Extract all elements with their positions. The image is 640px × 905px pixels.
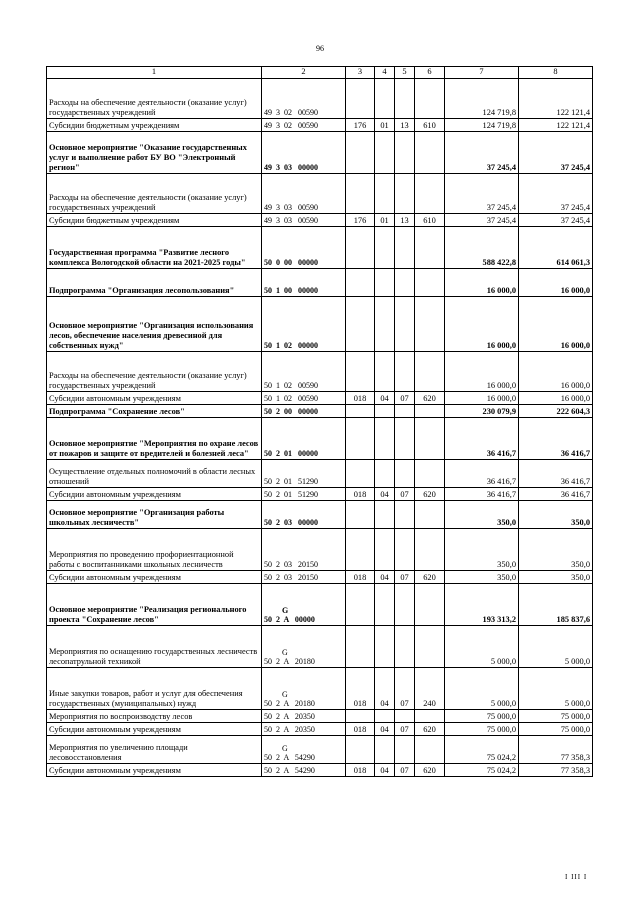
table-row — [47, 352, 593, 392]
row-amount-col8-cell: 77 358,3 — [519, 764, 593, 777]
row-amount-col7-cell: 16 000,0 — [445, 352, 519, 392]
table-row — [47, 79, 593, 119]
row-code-cell: 49 3 02 00590 — [262, 79, 346, 119]
row-amount-col8-cell: 614 061,3 — [519, 227, 593, 269]
row-amount-col8-cell: 122 121,4 — [519, 119, 593, 132]
row-col4-cell — [375, 227, 395, 269]
row-col4-cell — [375, 405, 395, 418]
row-col5-cell — [395, 132, 415, 174]
table-header-row — [47, 67, 593, 79]
row-col5-cell: 07 — [395, 571, 415, 584]
row-col3-cell: 176 — [346, 119, 375, 132]
row-col5-cell — [395, 584, 415, 626]
table-row — [47, 571, 593, 584]
row-col3-cell — [346, 460, 375, 488]
row-amount-col8-cell: 36 416,7 — [519, 460, 593, 488]
row-name-cell: Мероприятия по проведению профориентационной работы с воспитанниками школьных лесничеств — [47, 529, 262, 571]
table-row — [47, 227, 593, 269]
row-amount-col8-cell: 16 000,0 — [519, 297, 593, 352]
row-col3-cell — [346, 405, 375, 418]
row-name-cell: Расходы на обеспечение деятельности (оказание услуг) государственных учреждений — [47, 174, 262, 214]
row-name-cell: Субсидии бюджетным учреждениям — [47, 214, 262, 227]
row-amount-col7-cell: 75 000,0 — [445, 723, 519, 736]
row-amount-col8-cell: 122 121,4 — [519, 79, 593, 119]
row-col3-cell — [346, 501, 375, 529]
table-row — [47, 214, 593, 227]
row-col6-cell: 240 — [415, 668, 445, 710]
row-col5-cell — [395, 352, 415, 392]
row-amount-col7-cell: 230 079,9 — [445, 405, 519, 418]
row-name-cell: Основное мероприятие "Мероприятия по охране лесов от пожаров и защите от вредителей и болезней леса" — [47, 418, 262, 460]
row-name-cell: Субсидии автономным учреждениям — [47, 488, 262, 501]
table-row — [47, 418, 593, 460]
row-col6-cell — [415, 736, 445, 764]
row-amount-col8-cell: 36 416,7 — [519, 418, 593, 460]
row-amount-col8-cell: 16 000,0 — [519, 392, 593, 405]
row-col4-cell — [375, 626, 395, 668]
row-amount-col7-cell: 36 416,7 — [445, 460, 519, 488]
row-code-cell: G 50 2 A 00000 — [262, 584, 346, 626]
row-col3-cell: 018 — [346, 668, 375, 710]
row-col6-cell — [415, 174, 445, 214]
header-cell: 7 — [445, 67, 519, 79]
row-col6-cell — [415, 626, 445, 668]
table-row — [47, 488, 593, 501]
row-code-cell: G 50 2 A 20180 — [262, 626, 346, 668]
row-amount-col7-cell: 37 245,4 — [445, 174, 519, 214]
budget-table — [46, 66, 593, 777]
row-col5-cell — [395, 269, 415, 297]
row-col3-cell: 018 — [346, 488, 375, 501]
row-code-cell: 50 2 03 00000 — [262, 501, 346, 529]
row-amount-col8-cell: 16 000,0 — [519, 352, 593, 392]
row-col5-cell — [395, 418, 415, 460]
row-col3-cell — [346, 710, 375, 723]
row-col3-cell: 018 — [346, 764, 375, 777]
row-col6-cell: 620 — [415, 392, 445, 405]
row-name-cell: Осуществление отдельных полномочий в области лесных отношений — [47, 460, 262, 488]
row-col4-cell: 04 — [375, 723, 395, 736]
row-amount-col7-cell: 5 000,0 — [445, 626, 519, 668]
table-row — [47, 710, 593, 723]
row-code-cell: 49 3 03 00590 — [262, 174, 346, 214]
row-col6-cell — [415, 405, 445, 418]
row-col6-cell: 610 — [415, 214, 445, 227]
row-amount-col7-cell: 16 000,0 — [445, 297, 519, 352]
row-col3-cell — [346, 736, 375, 764]
row-col6-cell: 620 — [415, 764, 445, 777]
row-code-cell: 49 3 03 00000 — [262, 132, 346, 174]
row-name-cell: Основное мероприятие "Оказание государственных услуг и выполнение работ БУ ВО "Электронный регион" — [47, 132, 262, 174]
row-amount-col8-cell: 185 837,6 — [519, 584, 593, 626]
header-cell: 6 — [415, 67, 445, 79]
row-code-cell: 50 2 03 20150 — [262, 571, 346, 584]
row-col6-cell — [415, 352, 445, 392]
row-col5-cell: 13 — [395, 119, 415, 132]
row-amount-col7-cell: 37 245,4 — [445, 214, 519, 227]
row-col4-cell — [375, 501, 395, 529]
row-name-cell: Субсидии автономным учреждениям — [47, 571, 262, 584]
footer-barcode-mark: I III I — [565, 873, 588, 881]
row-col5-cell — [395, 174, 415, 214]
row-code-cell: 50 1 02 00590 — [262, 352, 346, 392]
row-col4-cell — [375, 352, 395, 392]
row-col3-cell — [346, 269, 375, 297]
row-col4-cell — [375, 529, 395, 571]
row-col4-cell: 04 — [375, 764, 395, 777]
header-cell: 1 — [47, 67, 262, 79]
table-row — [47, 174, 593, 214]
row-col4-cell — [375, 269, 395, 297]
header-cell: 3 — [346, 67, 375, 79]
row-col3-cell — [346, 132, 375, 174]
row-name-cell: Субсидии автономным учреждениям — [47, 723, 262, 736]
header-cell: 8 — [519, 67, 593, 79]
row-amount-col7-cell: 75 000,0 — [445, 710, 519, 723]
row-code-cell: 50 2 03 20150 — [262, 529, 346, 571]
table-row — [47, 584, 593, 626]
row-col5-cell: 07 — [395, 764, 415, 777]
row-amount-col8-cell: 37 245,4 — [519, 174, 593, 214]
row-col3-cell — [346, 227, 375, 269]
row-name-cell: Основное мероприятие "Организация работы школьных лесничеств" — [47, 501, 262, 529]
row-col5-cell — [395, 736, 415, 764]
row-col6-cell: 620 — [415, 488, 445, 501]
row-col6-cell: 620 — [415, 571, 445, 584]
row-col4-cell — [375, 297, 395, 352]
table-row — [47, 501, 593, 529]
row-code-cell: G 50 2 A 20180 — [262, 668, 346, 710]
row-name-cell: Субсидии бюджетным учреждениям — [47, 119, 262, 132]
row-amount-col8-cell: 350,0 — [519, 571, 593, 584]
row-amount-col8-cell: 75 000,0 — [519, 723, 593, 736]
row-col4-cell: 04 — [375, 571, 395, 584]
row-col3-cell: 018 — [346, 392, 375, 405]
row-col4-cell: 04 — [375, 488, 395, 501]
row-col5-cell — [395, 501, 415, 529]
table-row — [47, 764, 593, 777]
row-col5-cell: 07 — [395, 668, 415, 710]
row-col5-cell: 07 — [395, 488, 415, 501]
row-amount-col7-cell: 75 024,2 — [445, 736, 519, 764]
row-name-cell: Мероприятия по воспроизводству лесов — [47, 710, 262, 723]
row-col4-cell — [375, 584, 395, 626]
row-code-cell: 50 0 00 00000 — [262, 227, 346, 269]
row-col6-cell — [415, 269, 445, 297]
row-amount-col8-cell: 350,0 — [519, 501, 593, 529]
row-col3-cell — [346, 79, 375, 119]
row-amount-col8-cell: 37 245,4 — [519, 214, 593, 227]
table-row — [47, 392, 593, 405]
row-amount-col7-cell: 75 024,2 — [445, 764, 519, 777]
row-col4-cell — [375, 736, 395, 764]
row-code-cell: 50 2 A 20350 — [262, 710, 346, 723]
row-code-cell: 50 2 01 51290 — [262, 488, 346, 501]
row-col5-cell — [395, 297, 415, 352]
row-amount-col7-cell: 124 719,8 — [445, 119, 519, 132]
row-col4-cell — [375, 132, 395, 174]
row-code-cell: 50 1 02 00000 — [262, 297, 346, 352]
row-amount-col7-cell: 16 000,0 — [445, 392, 519, 405]
row-col6-cell — [415, 132, 445, 174]
row-amount-col7-cell: 588 422,8 — [445, 227, 519, 269]
row-code-cell: 49 3 02 00590 — [262, 119, 346, 132]
row-col5-cell: 07 — [395, 392, 415, 405]
row-col5-cell — [395, 79, 415, 119]
row-amount-col7-cell: 193 313,2 — [445, 584, 519, 626]
row-col5-cell — [395, 529, 415, 571]
row-code-cell: 50 2 A 54290 — [262, 764, 346, 777]
row-amount-col7-cell: 350,0 — [445, 571, 519, 584]
row-col5-cell — [395, 710, 415, 723]
row-amount-col8-cell: 77 358,3 — [519, 736, 593, 764]
row-amount-col7-cell: 36 416,7 — [445, 418, 519, 460]
header-cell: 2 — [262, 67, 346, 79]
row-col6-cell: 610 — [415, 119, 445, 132]
row-col3-cell — [346, 297, 375, 352]
row-col6-cell — [415, 501, 445, 529]
row-col6-cell — [415, 79, 445, 119]
table-row — [47, 626, 593, 668]
row-name-cell: Мероприятия по оснащению государственных лесничеств лесопатрульной техникой — [47, 626, 262, 668]
row-col5-cell — [395, 460, 415, 488]
row-col4-cell — [375, 460, 395, 488]
row-name-cell: Основное мероприятие "Организация использования лесов, обеспечение населения древесиной для собственных нужд" — [47, 297, 262, 352]
row-col6-cell — [415, 297, 445, 352]
row-amount-col7-cell: 350,0 — [445, 529, 519, 571]
row-col4-cell — [375, 418, 395, 460]
row-col3-cell — [346, 584, 375, 626]
row-col3-cell — [346, 626, 375, 668]
row-col4-cell — [375, 79, 395, 119]
row-col5-cell: 07 — [395, 723, 415, 736]
row-col6-cell — [415, 529, 445, 571]
row-amount-col7-cell: 350,0 — [445, 501, 519, 529]
table-row — [47, 269, 593, 297]
row-col5-cell: 13 — [395, 214, 415, 227]
row-col3-cell — [346, 352, 375, 392]
table-row — [47, 723, 593, 736]
row-col3-cell: 176 — [346, 214, 375, 227]
row-code-cell: 50 1 02 00590 — [262, 392, 346, 405]
row-col6-cell — [415, 584, 445, 626]
row-col4-cell — [375, 710, 395, 723]
table-row — [47, 460, 593, 488]
row-name-cell: Иные закупки товаров, работ и услуг для обеспечения государственных (муниципальных) нужд — [47, 668, 262, 710]
table-row — [47, 132, 593, 174]
row-name-cell: Расходы на обеспечение деятельности (оказание услуг) государственных учреждений — [47, 352, 262, 392]
table-row — [47, 297, 593, 352]
row-amount-col8-cell: 5 000,0 — [519, 668, 593, 710]
row-col3-cell — [346, 418, 375, 460]
row-amount-col7-cell: 37 245,4 — [445, 132, 519, 174]
row-amount-col7-cell: 124 719,8 — [445, 79, 519, 119]
table-row — [47, 119, 593, 132]
row-amount-col8-cell: 350,0 — [519, 529, 593, 571]
row-name-cell: Основное мероприятие "Реализация регионального проекта "Сохранение лесов" — [47, 584, 262, 626]
header-cell: 4 — [375, 67, 395, 79]
row-code-cell: 50 2 00 00000 — [262, 405, 346, 418]
row-amount-col8-cell: 222 604,3 — [519, 405, 593, 418]
row-name-cell: Государственная программа "Развитие лесного комплекса Вологодской области на 2021-2025 годы" — [47, 227, 262, 269]
row-name-cell: Расходы на обеспечение деятельности (оказание услуг) государственных учреждений — [47, 79, 262, 119]
row-col4-cell: 04 — [375, 392, 395, 405]
row-col6-cell — [415, 710, 445, 723]
row-name-cell: Субсидии автономным учреждениям — [47, 392, 262, 405]
row-amount-col8-cell: 37 245,4 — [519, 132, 593, 174]
row-col5-cell — [395, 405, 415, 418]
row-code-cell: 50 2 01 00000 — [262, 418, 346, 460]
row-col5-cell — [395, 227, 415, 269]
row-col6-cell — [415, 227, 445, 269]
row-name-cell: Подпрограмма "Организация лесопользования" — [47, 269, 262, 297]
row-amount-col8-cell: 5 000,0 — [519, 626, 593, 668]
row-col4-cell: 04 — [375, 668, 395, 710]
table-row — [47, 668, 593, 710]
row-col3-cell — [346, 529, 375, 571]
row-amount-col8-cell: 75 000,0 — [519, 710, 593, 723]
row-code-cell: 50 2 01 51290 — [262, 460, 346, 488]
row-name-cell: Мероприятия по увеличению площади лесовосстановления — [47, 736, 262, 764]
row-code-cell: 50 1 00 00000 — [262, 269, 346, 297]
row-col6-cell — [415, 460, 445, 488]
row-code-cell: G 50 2 A 54290 — [262, 736, 346, 764]
row-code-cell: 50 2 A 20350 — [262, 723, 346, 736]
row-col3-cell: 018 — [346, 571, 375, 584]
row-name-cell: Субсидии автономным учреждениям — [47, 764, 262, 777]
table-row — [47, 736, 593, 764]
row-amount-col8-cell: 36 416,7 — [519, 488, 593, 501]
page-number: 96 — [316, 44, 324, 53]
row-amount-col7-cell: 16 000,0 — [445, 269, 519, 297]
table-row — [47, 405, 593, 418]
row-col6-cell — [415, 418, 445, 460]
row-col3-cell — [346, 174, 375, 214]
header-cell: 5 — [395, 67, 415, 79]
row-col3-cell: 018 — [346, 723, 375, 736]
row-col6-cell: 620 — [415, 723, 445, 736]
table-row — [47, 529, 593, 571]
row-amount-col7-cell: 5 000,0 — [445, 668, 519, 710]
row-code-cell: 49 3 03 00590 — [262, 214, 346, 227]
row-col4-cell: 01 — [375, 119, 395, 132]
row-amount-col8-cell: 16 000,0 — [519, 269, 593, 297]
row-col5-cell — [395, 626, 415, 668]
row-col4-cell: 01 — [375, 214, 395, 227]
row-col4-cell — [375, 174, 395, 214]
row-amount-col7-cell: 36 416,7 — [445, 488, 519, 501]
row-name-cell: Подпрограмма "Сохранение лесов" — [47, 405, 262, 418]
